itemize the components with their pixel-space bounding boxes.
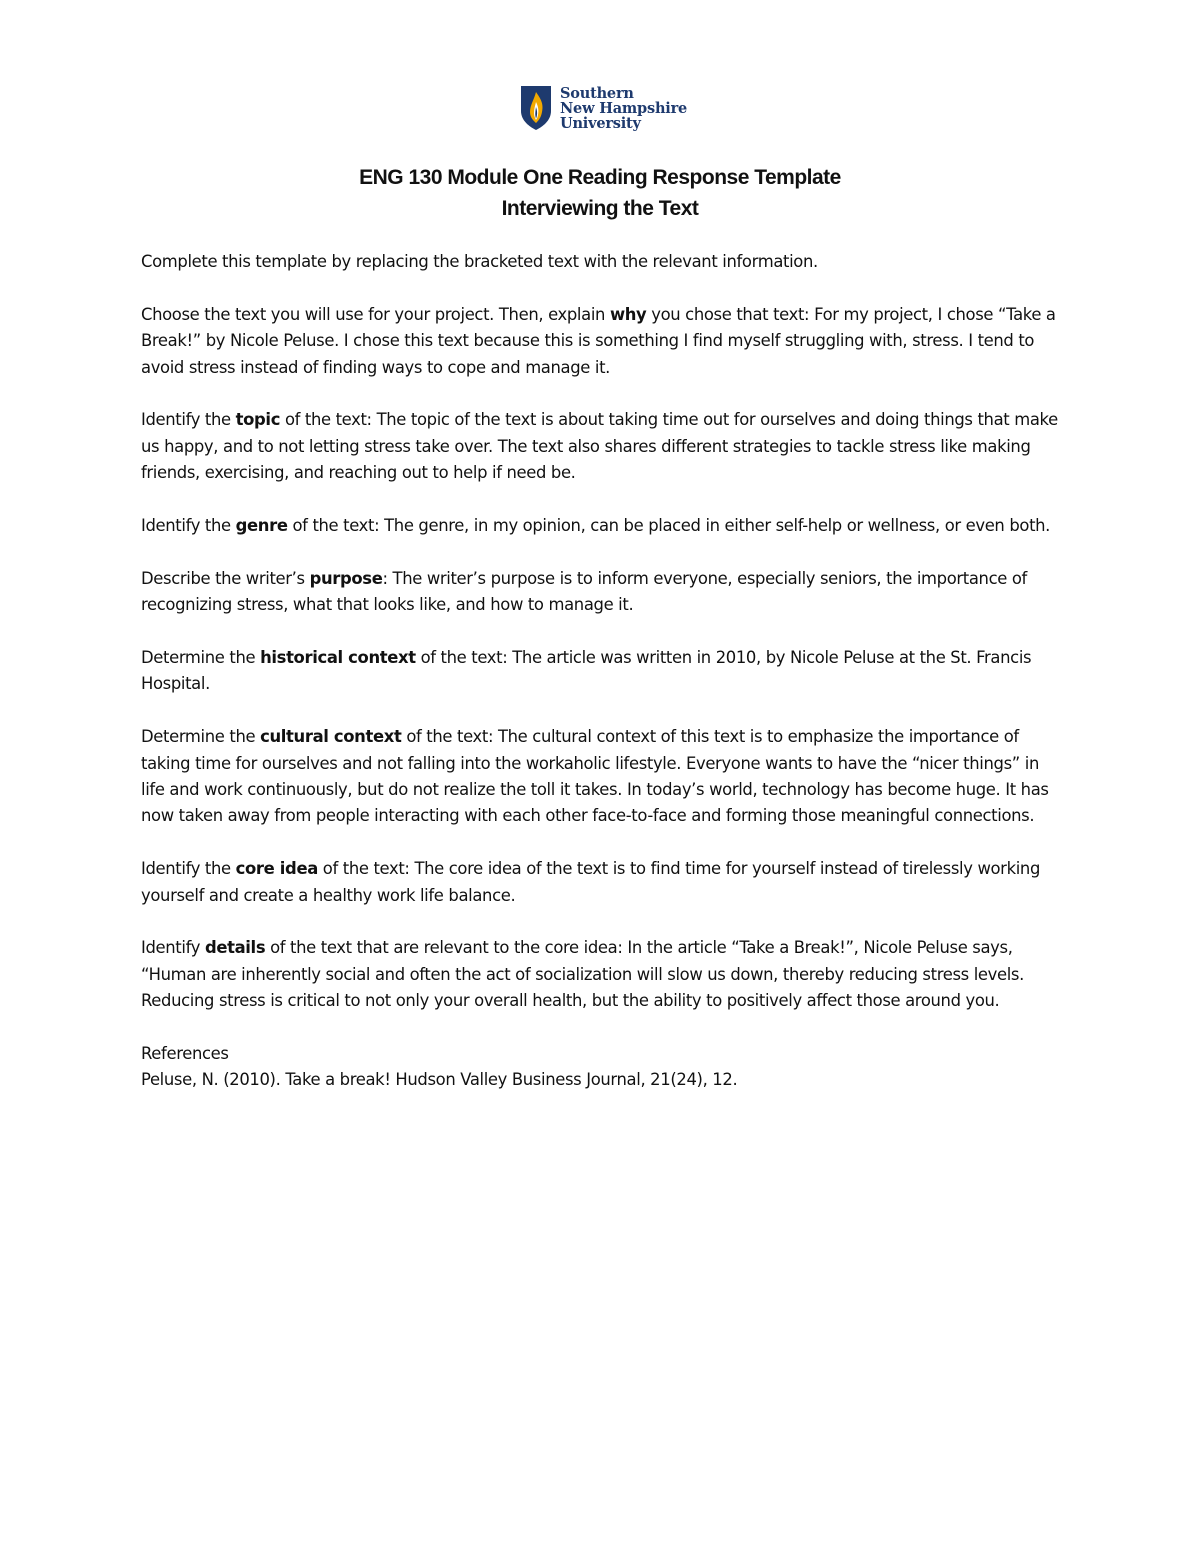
section-prompt: Identify the (141, 516, 236, 536)
section-prompt: Determine the (141, 727, 261, 747)
section-core-idea (141, 856, 1061, 909)
logo-wordmark (560, 86, 687, 131)
section-answer: The cultural context of this text is to emphasize the importance of taking time for ourselves and not falling into the workaholic lifestyle. Everyone wants to have the “nicer things” in life and work continuously, but do not realize the toll it takes. In today’s world, technology has become huge. It has now taken away from people interacting with each other face-to-face and forming those meaningful connections. (141, 727, 1049, 826)
section-answer: The core idea of the text is to find time for yourself instead of tirelessly working yourself and create a healthy work life balance. (141, 859, 1041, 905)
section-answer: The genre, in my opinion, can be placed in either self-help or wellness, or even both. (384, 516, 1051, 536)
section-prompt: Describe the writer’s (141, 568, 310, 588)
logo-line-1: Southern (560, 84, 634, 102)
references-heading: References (141, 1044, 229, 1064)
references (141, 1041, 1061, 1094)
section-keyword: why (609, 304, 647, 324)
section-prompt-end: of the text: (317, 859, 415, 879)
section-keyword: details (204, 938, 266, 958)
logo-line-2: New Hampshire (560, 99, 688, 117)
section-keyword: cultural context (260, 727, 402, 747)
section-answer: The topic of the text is about taking time out for ourselves and doing things that make us happy, and to not letting stress take over. The text also shares different strategies to tackle stress like making friends, exercising, and reaching out to help if need be. (141, 410, 1058, 483)
section-answer: The writer’s purpose is to inform everyone, especially seniors, the importance of recognizing stress, what that looks like, and how to manage it. (141, 568, 1027, 615)
section-prompt-end: of the text: (280, 410, 377, 430)
section-purpose (141, 566, 1061, 619)
title-line-2: Interviewing the Text (501, 197, 699, 220)
reference-entry: Peluse, N. (2010). Take a break! Hudson Valley Business Journal, 21(24), 12. (141, 1070, 738, 1090)
section-why (141, 302, 1061, 381)
section-keyword: genre (235, 516, 288, 536)
section-details (141, 935, 1061, 1014)
section-prompt: Identify the (141, 859, 236, 879)
intro-paragraph: Complete this template by replacing the bracketed text with the relevant information. (141, 252, 818, 271)
section-answer: For my project, I chose “Take a Break!” by Nicole Peluse. I chose this text because this is something I find myself struggling with, stress. I tend to avoid stress instead of finding ways to cope and manage it. (141, 304, 1056, 377)
section-prompt: Determine the (141, 648, 261, 668)
section-prompt: Choose the text you will use for your project. Then, explain (141, 304, 610, 324)
document-title (0, 162, 1200, 224)
section-answer: The article was written in 2010, by Nicole Peluse at the St. Francis Hospital. (141, 648, 1032, 694)
section-prompt-end: you chose that text: (646, 304, 815, 324)
section-prompt-end: of the text: (401, 727, 498, 747)
section-prompt: Identify the (141, 410, 236, 430)
title-line-1: ENG 130 Module One Reading Response Template (359, 166, 841, 189)
university-logo (520, 84, 687, 132)
section-prompt: Identify (141, 938, 205, 958)
section-genre (141, 513, 1061, 539)
section-topic (141, 407, 1061, 486)
document-body (141, 249, 1061, 1120)
section-historical-context (141, 645, 1061, 698)
section-keyword: core idea (235, 859, 318, 879)
section-cultural-context (141, 724, 1061, 830)
logo-line-3: University (560, 114, 641, 132)
section-prompt-end: of the text that are relevant to the core idea: (265, 938, 628, 958)
shield-flame-icon (520, 85, 552, 131)
section-prompt-end: of the text: (415, 648, 513, 668)
section-answer: In the article “Take a Break!”, Nicole Peluse says, “Human are inherently social and often the act of socialization will slow us down, thereby reducing stress levels. Reducing stress is critical to not only your overall health, but the ability to positively affect those around you. (141, 938, 1024, 1011)
section-keyword: purpose (309, 568, 383, 588)
section-prompt-end: : (382, 568, 393, 588)
section-keyword: historical context (260, 648, 416, 668)
section-prompt-end: of the text: (287, 516, 385, 536)
section-keyword: topic (235, 410, 281, 430)
